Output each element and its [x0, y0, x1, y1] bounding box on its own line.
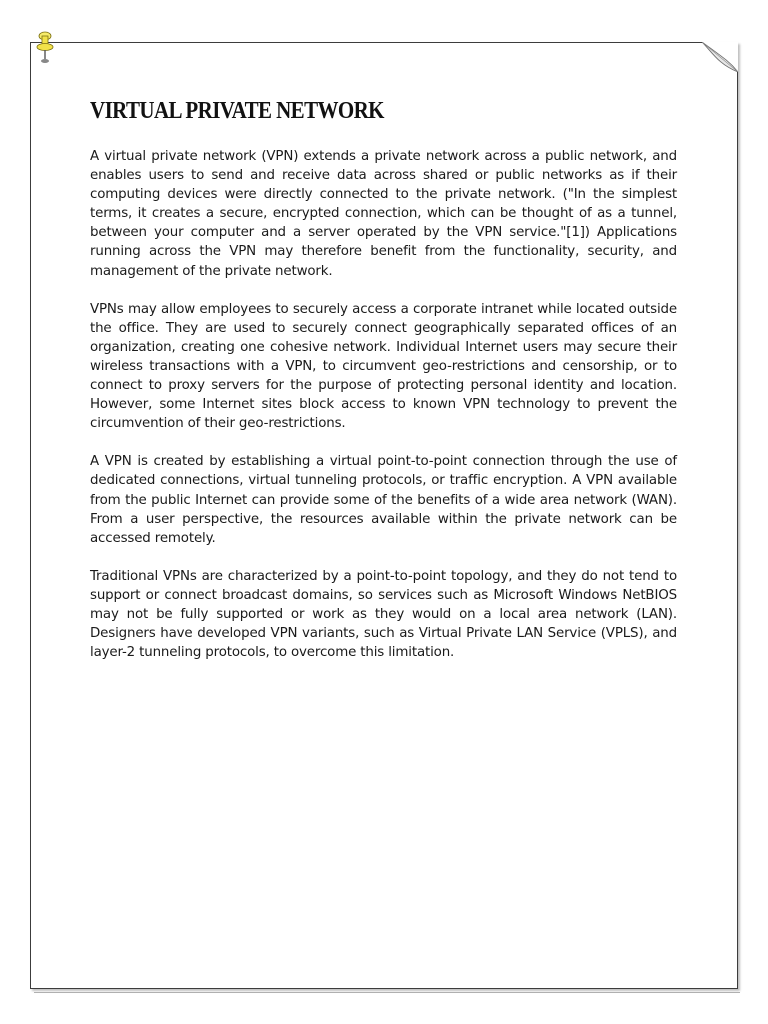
page-shadow-line — [34, 992, 740, 993]
document-title: VIRTUAL PRIVATE NETWORK — [90, 96, 384, 124]
paragraph-2: VPNs may allow employees to securely access a corporate intranet while located outside the office. They are used to securely connect geographically separated offices of an organization, creating one cohesive network. Individual Internet users may secure their wireless transactions with a VPN, to circumvent geo-restrictions and censorship, or to connect to proxy servers for the purpose of protecting personal identity and location. However, some Internet sites block access to known VPN technology to prevent the circumvention of their geo-restrictions. — [90, 301, 677, 432]
document-body — [90, 147, 677, 681]
paragraph-1: A virtual private network (VPN) extends a private network across a public network, and enables users to send and receive data across shared or public networks as if their computing devices were directly connected to the private network. ("In the simplest terms, it creates a secure, encrypted connection, which can be thought of as a tunnel, between your computer and a server operated by the VPN service."[1]) Applications running across the VPN may therefore benefit from the functionality, security, and management of the private network. — [90, 149, 677, 279]
paragraph-4: Traditional VPNs are characterized by a point-to-point topology, and they do not tend to support or connect broadcast domains, so services such as Microsoft Windows NetBIOS may not be fully supported or work as they would on a local area network (LAN). Designers have developed VPN variants, such as Virtual Private LAN Service (VPLS), and layer-2 tunneling protocols, to overcome this limitation. — [90, 568, 677, 661]
paragraph-3: A VPN is created by establishing a virtual point-to-point connection through the use of dedicated connections, virtual tunneling protocols, or traffic encryption. A VPN available from the public Internet can provide some of the benefits of a wide area network (WAN). From a user perspective, the resources available within the private network can be accessed remotely. — [90, 454, 677, 546]
page-curl-icon — [702, 42, 738, 72]
pushpin-icon — [34, 30, 56, 66]
